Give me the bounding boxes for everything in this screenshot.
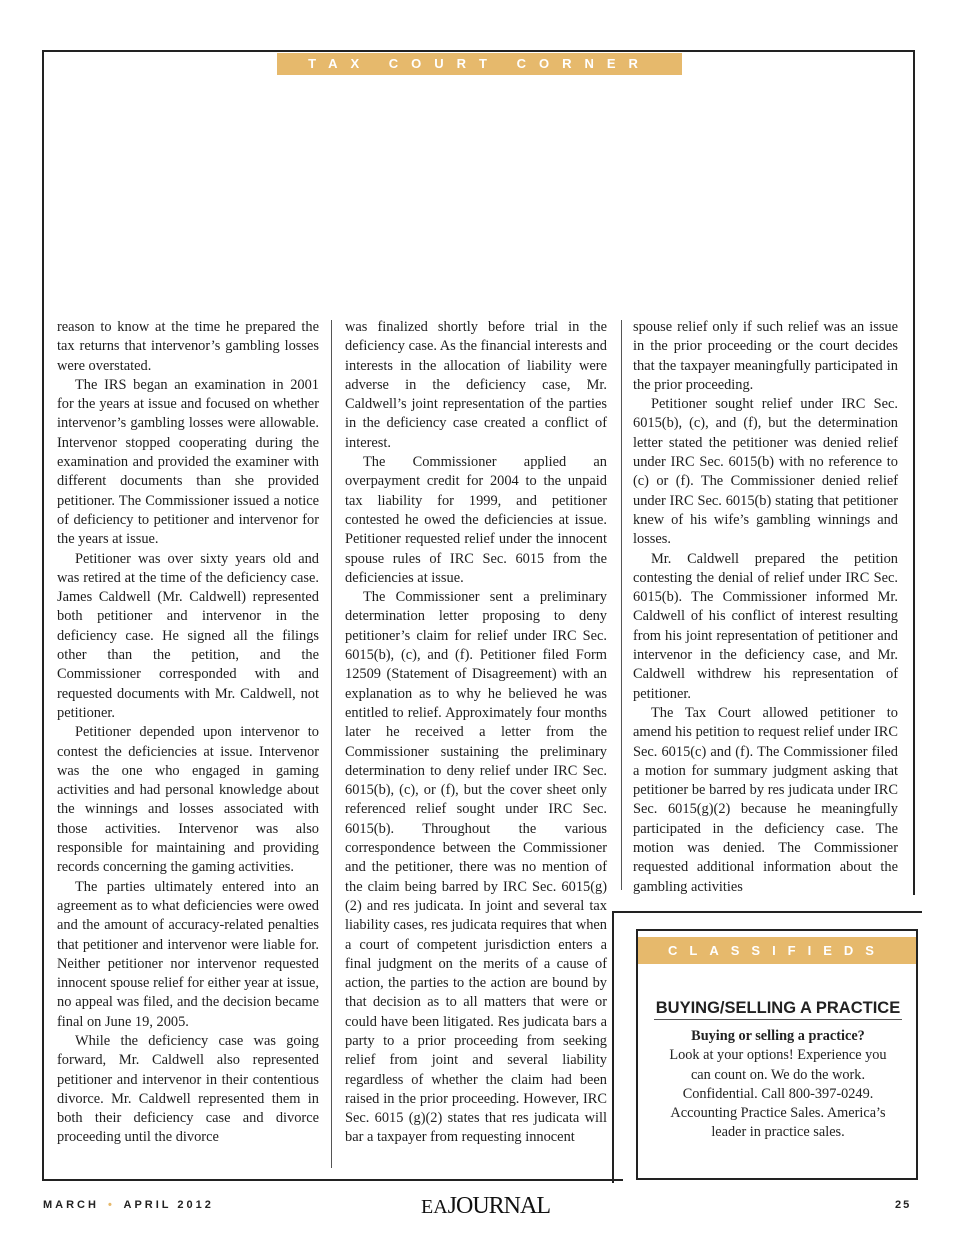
classifieds-header: CLASSIFIEDS xyxy=(638,937,916,964)
article-paragraph: The parties ultimately entered into an agreement as to what deficiencies were owed and the amount of accuracy-related penalties that petitioner and intervenor were liable for. Neither petitioner nor intervenor requested innocent spouse relief for either year at issue, no appeal was filed, and the decision became final on June 19, 2005. xyxy=(57,878,319,1030)
cutout-border-left xyxy=(612,911,614,1183)
article-paragraph: Petitioner was over sixty years old and was retired at the time of the deficiency case. James Caldwell (Mr. Caldwell) represented both petitioner and intervenor in the deficiency case. He signed all the filings other than the petition, and the Commissioner corresponded with and requested documents with Mr. Caldwell, not petitioner. xyxy=(57,550,319,721)
article-paragraph: The IRS began an examination in 2001 for the years at issue and focused on whether intervenor’s gambling losses were allowable. Intervenor stopped cooperating during the examination and provided the examiner with different documents than she provided petitioner. The Commissioner issued a notice of deficiency to petitioner and intervenor for the years at issue. xyxy=(57,376,319,548)
ad-body xyxy=(660,1027,896,1143)
article-paragraph: Mr. Caldwell prepared the petition contesting the denial of relief under IRC Sec. 6015(b). The Commissioner informed Mr. Caldwell of his conflict of interest resulting from his joint representation of petitioner and intervenor in the deficiency case, and Mr. Caldwell withdrew his representation of petitioner. xyxy=(633,550,898,702)
article-column-3 xyxy=(633,318,898,897)
issue-date-separator: • xyxy=(108,1199,112,1211)
article-paragraph: Petitioner depended upon intervenor to contest the deficiencies at issue. Intervenor was the one who engaged in gaming activities and had personal knowledge about the winnings and losses associated with those activities. Intervenor was also responsible for maintaining and providing records concerning the gaming activities. xyxy=(57,724,319,876)
article-paragraph: was finalized shortly before trial in the deficiency case. As the financial interests and interests in the allocation of liability were adverse in the deficiency case, Mr. Caldwell’s joint representation of the parties in the deficiency case created a conflict of interest. xyxy=(345,319,607,451)
article-paragraph: spouse relief only if such relief was an issue in the prior proceeding or the court decides that the taxpayer meaningfully participated in the prior proceeding. xyxy=(633,319,898,393)
logo-ea: EA xyxy=(421,1196,448,1218)
ad-title: BUYING/SELLING A PRACTICE xyxy=(655,999,901,1017)
article-column-2 xyxy=(345,318,607,1148)
ad-lead: Buying or selling a practice? xyxy=(691,1028,865,1044)
journal-logo xyxy=(421,1193,550,1220)
article-paragraph: Petitioner sought relief under IRC Sec. 6015(b), (c), and (f), but the determination letter stated the petitioner was denied relief under IRC Sec. 6015(b) with no reference to (c) or (f). The Commissioner denied relief under IRC Sec. 6015(b) stating that petitioner knew of his wife’s gambling winnings and losses. xyxy=(633,396,898,548)
section-banner: TAX COURT CORNER xyxy=(277,53,682,75)
logo-journal: JOURNAL xyxy=(447,1193,551,1219)
ad-text: Look at your options! Experience you can count on. We do the work. Confidential. Call 800-397-0249. Accounting Practice Sales. America’s leader in practice sales. xyxy=(669,1047,887,1141)
ad-title-underline xyxy=(654,1019,902,1020)
issue-date xyxy=(43,1199,214,1211)
column-divider xyxy=(621,320,622,890)
article-paragraph: The Commissioner applied an overpayment credit for 2004 to the unpaid tax liability for 1999, and petitioner contested he owed the deficiencies at issue. Petitioner requested relief under the innocent spouse rules of IRC Sec. 6015 from the deficiencies at issue. xyxy=(345,454,607,586)
article-paragraph: The Tax Court allowed petitioner to amend his petition to request relief under IRC Sec. 6015(c) and (f). The Commissioner filed a motion for summary judgment asking that petitioner be barred by res judicata under IRC Sec. 6015(g)(2) because he meaningfully participated in the deficiency case. The motion was denied. The Commissioner requested additional information about the gambling activities xyxy=(633,704,898,895)
article-paragraph: reason to know at the time he prepared the tax returns that intervenor’s gambling losses were overstated. xyxy=(57,319,319,374)
article-column-1 xyxy=(57,318,319,1148)
page-number: 25 xyxy=(895,1199,912,1211)
issue-month-start: MARCH xyxy=(43,1199,99,1211)
issue-month-end: APRIL 2012 xyxy=(123,1199,214,1211)
cutout-border-top xyxy=(612,911,922,913)
article-paragraph: The Commissioner sent a preliminary determination letter proposing to deny petitioner’s claim for relief under IRC Sec. 6015(b), (c), and (f). Petitioner filed Form 12509 (Statement of Disagreement) with an explanation as to why he believed he was entitled to relief. Approximately four months later he received a letter from the Commissioner sustaining the preliminary determination to deny relief under IRC Sec. 6015(b), (c), or (f), but the cover sheet only referenced relief sought under IRC Sec. 6015(b). Throughout the various correspondence between the Commissioner and the petitioner, there was no mention of the claim being barred by IRC Sec. 6015(g)(2) and res judicata. In joint and several tax liability cases, res judicata requires that when a court of competent jurisdiction enters a final judgment on the merits of a cause of action, the parties to the action are bound by that decision as to all matters that were or could have been litigated. Res judicata bars a party to a prior proceeding from seeking relief from joint and several liability regardless of whether the claim had been raised in the prior proceeding. However, IRC Sec. 6015 (g)(2) states that res judicata will bar a taxpayer from requesting innocent xyxy=(345,589,607,1146)
article-paragraph: While the deficiency case was going forward, Mr. Caldwell also represented petitioner and intervenor in their contentious divorce. Mr. Caldwell represented them in both their deficiency case and divorce proceeding until the divorce xyxy=(57,1032,319,1146)
column-divider xyxy=(331,320,332,1168)
